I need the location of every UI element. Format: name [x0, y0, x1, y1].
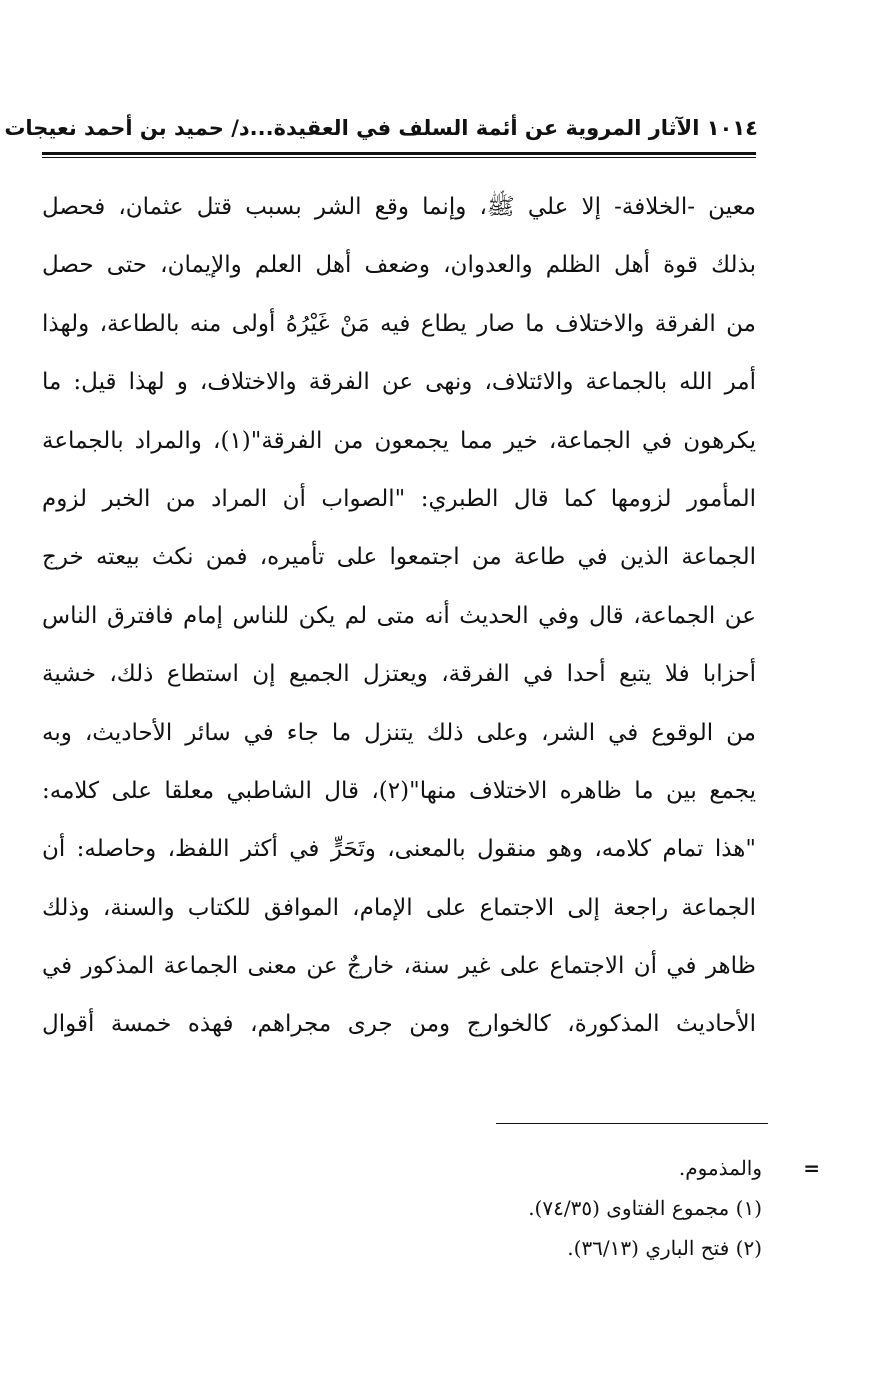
body-line: يكرهون في الجماعة، خير مما يجمعون من الفرقة"(١)، والمراد بالجماعة	[42, 427, 756, 454]
body-line: الجماعة راجعة إلى الاجتماع على الإمام، الموافق للكتاب والسنة، وذلك	[42, 894, 756, 921]
continuation-text: والمذموم.	[678, 1156, 762, 1180]
body-line: بذلك قوة أهل الظلم والعدوان، وضعف أهل العلم والإيمان، حتى حصل	[42, 252, 756, 279]
footnote-item: (١) مجموع الفتاوى (٧٤/٣٥).	[528, 1196, 762, 1220]
body-line: يجمع بين ما ظاهره الاختلاف منها"(٢)، قال الشاطبي معلقا على كلامه:	[42, 777, 756, 804]
running-header: ١٠١٤ الآثار المروية عن أئمة السلف في العقيدة...د/ حميد بن أحمد نعيجات	[4, 116, 758, 140]
body-line: أحزابا فلا يتبع أحدا في الفرقة، ويعتزل الجميع إن استطاع ذلك، خشية	[42, 661, 756, 688]
header-rule	[42, 152, 756, 158]
footnotes	[420, 1148, 820, 1268]
body-line: ظاهر في أن الاجتماع على غير سنة، خارجٌ عن معنى الجماعة المذكور في	[42, 953, 756, 980]
body-line: من الفرقة والاختلاف ما صار يطاع فيه مَنْ غَيْرُهُ أولى منه بالطاعة، ولهذا	[42, 310, 756, 337]
body-line: معين -الخلافة- إلا علي ﷺ، وإنما وقع الشر بسبب قتل عثمان، فحصل	[42, 194, 756, 220]
body-line: الجماعة الذين في طاعة من اجتمعوا على تأميره، فمن نكث بيعته خرج	[42, 544, 756, 571]
body-line: من الوقوع في الشر، وعلى ذلك يتنزل ما جاء في سائر الأحاديث، وبه	[42, 719, 756, 746]
body-line: أمر الله بالجماعة والائتلاف، ونهى عن الفرقة والاختلاف، و لهذا قيل: ما	[42, 369, 756, 396]
body-line: المأمور لزومها كما قال الطبري: "الصواب أن المراد من الخبر لزوم	[42, 485, 756, 512]
footnote-continuation	[420, 1148, 820, 1188]
body-line: الأحاديث المذكورة، كالخوارج ومن جرى مجراهم، فهذه خمسة أقوال	[42, 1011, 756, 1038]
footnote-rule	[496, 1123, 768, 1124]
footnote-item: (٢) فتح الباري (٣٦/١٣).	[567, 1236, 762, 1260]
body-line: "هذا تمام كلامه، وهو منقول بالمعنى، وتَحَرٍّ في أكثر اللفظ، وحاصله: أن	[42, 836, 756, 863]
continuation-mark: =	[803, 1156, 820, 1180]
body-line: عن الجماعة، قال وفي الحديث أنه متى لم يكن للناس إمام فافترق الناس	[42, 602, 756, 629]
body-text	[42, 178, 756, 1054]
